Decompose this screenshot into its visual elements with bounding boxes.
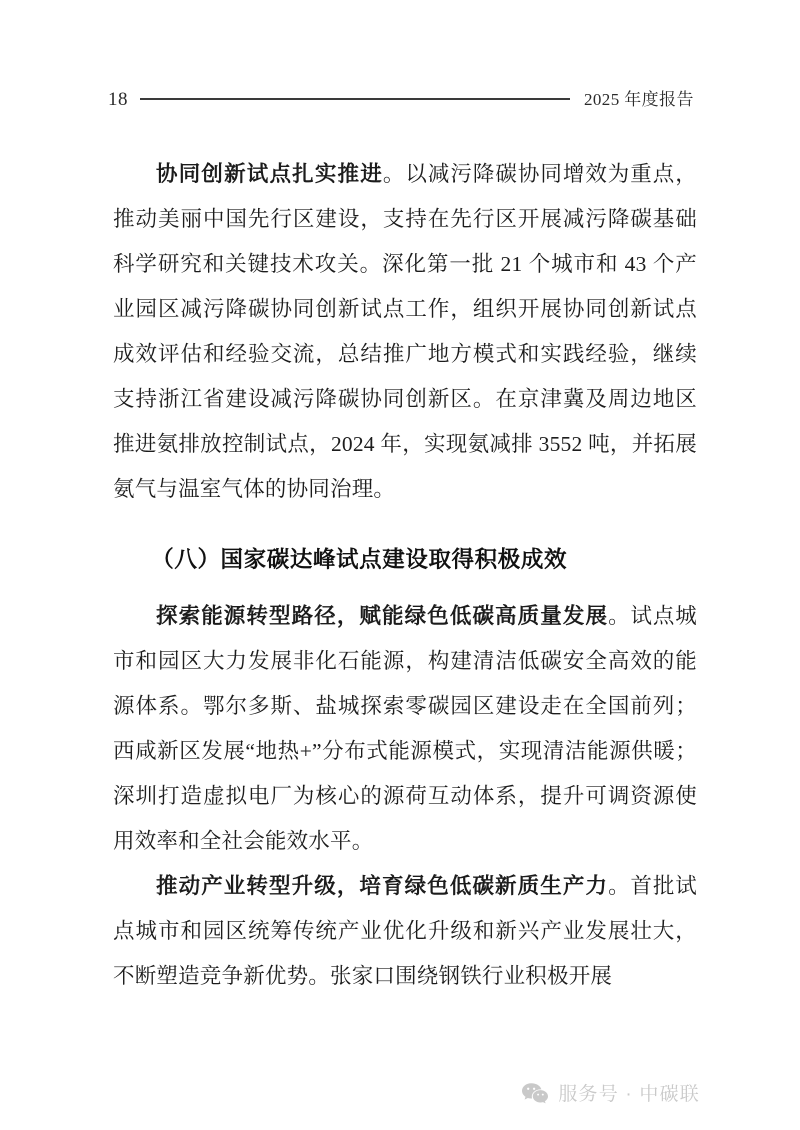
wechat-icon <box>521 1082 549 1106</box>
page-header <box>108 84 698 114</box>
paragraph-lead: 探索能源转型路径，赋能绿色低碳高质量发展 <box>156 604 609 628</box>
page-content <box>113 152 697 999</box>
section-heading: （八）国家碳达峰试点建设取得积极成效 <box>151 547 568 572</box>
header-title: 2025 年度报告 <box>584 89 694 109</box>
page-number: 18 <box>108 88 128 110</box>
paragraph-lead: 协同创新试点扎实推进 <box>156 162 383 186</box>
footer-watermark <box>0 1082 800 1106</box>
paragraph-industrial-upgrade <box>113 864 697 999</box>
paragraph-text: 。以减污降碳协同增效为重点，推动美丽中国先行区建设，支持在先行区开展减污降碳基础科学研究和关键技术攻关。深化第一批 21 个城市和 43 个产业园区减污降碳协同创新试点工作，组织开展协同创新试点成效评估和经验交流，总结推广地方模式和实践经验，继续支持浙江省建设减污降碳协同创新区。在京津冀及周边地区推进氨排放控制试点，2024 年，实现氨减排 3552 吨，并拓展氨气与温室气体的协同治理。 <box>113 162 697 501</box>
paragraph-text: 。试点城市和园区大力发展非化石能源，构建清洁低碳安全高效的能源体系。鄂尔多斯、盐城探索零碳园区建设走在全国前列；西咸新区发展“地热+”分布式能源模式，实现清洁能源供暖；深圳打造虚拟电厂为核心的源荷互动体系，提升可调资源使用效率和全社会能效水平。 <box>113 604 697 853</box>
header-rule-icon <box>140 98 570 100</box>
watermark-label: 服务号 · 中碳联 <box>558 1083 700 1105</box>
paragraph-cooperative-innovation <box>113 152 697 512</box>
paragraph-text: 。首批试点城市和园区统筹传统产业优化升级和新兴产业发展壮大，不断塑造竞争新优势。张家口围绕钢铁行业积极开展 <box>113 874 697 988</box>
paragraph-lead: 推动产业转型升级，培育绿色低碳新质生产力 <box>156 874 609 898</box>
paragraph-energy-transition <box>113 594 697 864</box>
